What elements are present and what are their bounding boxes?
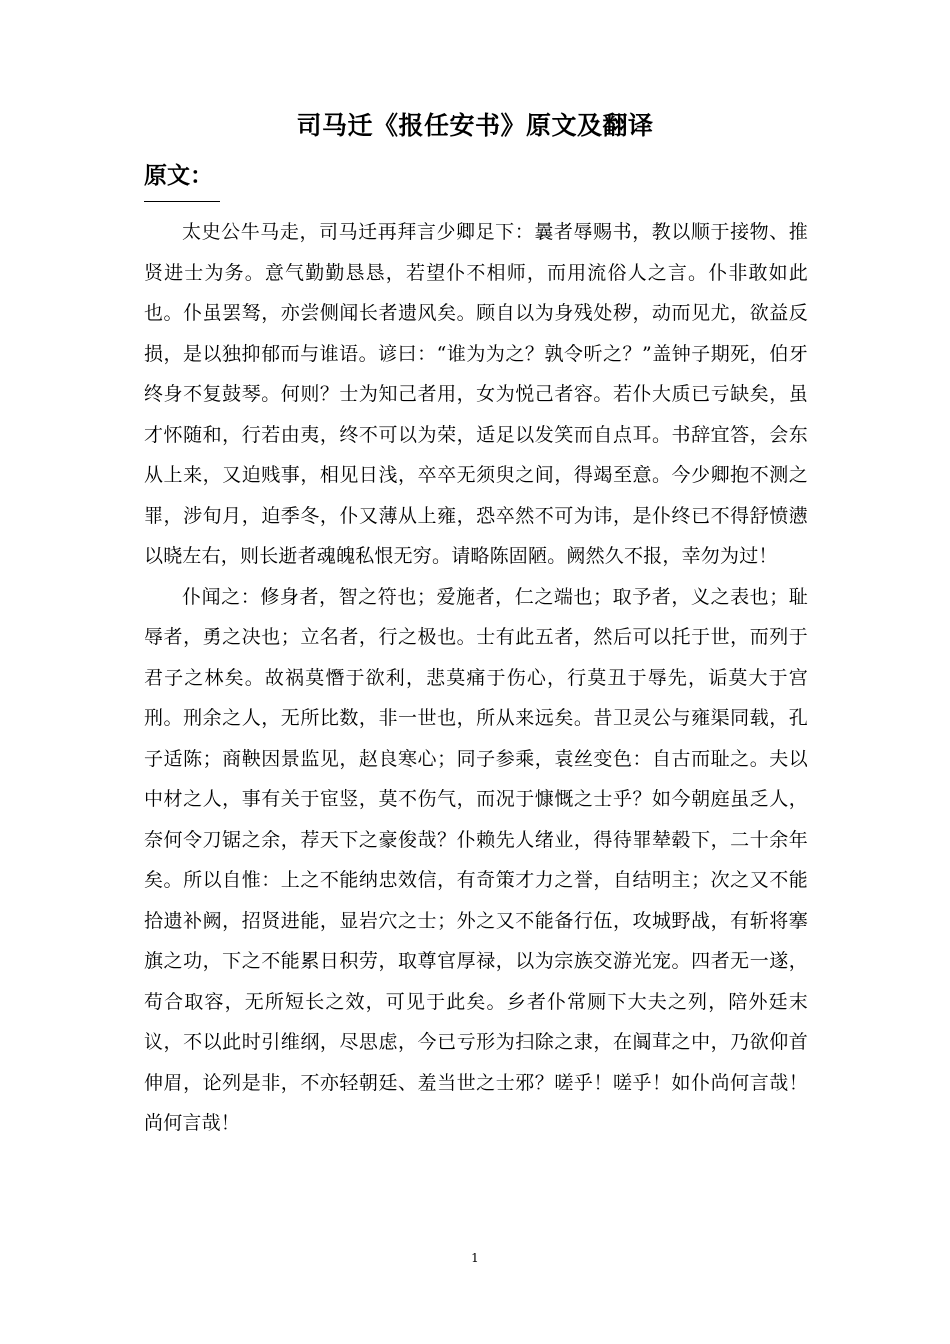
paragraph-1: 太史公牛马走，司马迁再拜言少卿足下：曩者辱赐书，教以顺于接物、推贤进士为务。意气勤勤恳恳，若望仆不相师，而用流俗人之言。仆非敢如此也。仆虽罢驽，亦尝侧闻长者遗风矣。顾自以为身残处秽，动而见尤，欲益反损，是以独抑郁而与谁语。谚曰：“谁为为之？孰令听之？”盖钟子期死，伯牙终身不复鼓琴。何则？士为知己者用，女为悦己者容。若仆大质已亏缺矣，虽才怀随和，行若由夷，终不可以为荣，适足以发笑而自点耳。书辞宜答，会东从上来，又迫贱事，相见日浅，卒卒无须臾之间，得竭至意。今少卿抱不测之罪，涉旬月，迫季冬，仆又薄从上雍，恐卒然不可为讳，是仆终已不得舒愤懑以晓左右，则长逝者魂魄私恨无穷。请略陈固陋。阙然久不报，幸勿为过！ bbox=[144, 221, 808, 567]
section-heading-original-text: 原文： bbox=[144, 163, 213, 189]
section-heading-underline bbox=[144, 201, 220, 202]
page-number: 1 bbox=[471, 1251, 479, 1265]
document-body bbox=[144, 212, 808, 1144]
document-title: 司马迁《报任安书》原文及翻译 bbox=[296, 111, 654, 140]
paragraph-2: 仆闻之：修身者，智之符也；爱施者，仁之端也；取予者，义之表也；耻辱者，勇之决也；立名者，行之极也。士有此五者，然后可以托于世，而列于君子之林矣。故祸莫憯于欲利，悲莫痛于伤心，行莫丑于辱先，诟莫大于宫刑。刑余之人，无所比数，非一世也，所从来远矣。昔卫灵公与雍渠同载，孔子适陈；商鞅因景监见，赵良寒心；同子参乘，袁丝变色：自古而耻之。夫以中材之人，事有关于宦竖，莫不伤气，而况于慷慨之士乎？如今朝庭虽乏人，奈何令刀锯之余，荐天下之豪俊哉？仆赖先人绪业，得待罪辇毂下，二十余年矣。所以自惟：上之不能纳忠效信，有奇策才力之誉，自结明主；次之又不能拾遗补阙，招贤进能，显岩穴之士；外之又不能备行伍，攻城野战，有斩将搴旗之功，下之不能累日积劳，取尊官厚禄，以为宗族交游光宠。四者无一遂，苟合取容，无所短长之效，可见于此矣。乡者仆常厕下大夫之列，陪外廷末议，不以此时引维纲，尽思虑，今已亏形为扫除之隶，在阘茸之中，乃欲仰首伸眉，论列是非，不亦轻朝廷、羞当世之士邪？嗟乎！嗟乎！如仆尚何言哉！尚何言哉！ bbox=[144, 585, 808, 1134]
